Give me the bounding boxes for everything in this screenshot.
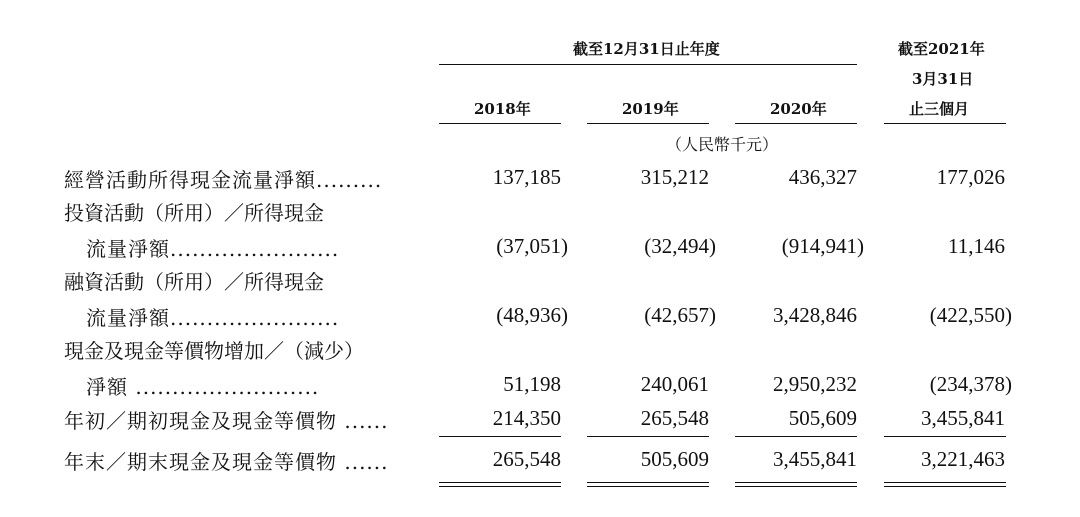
row-financing-2019: (42,657): [644, 303, 716, 327]
row-financing-2018: (48,936): [496, 303, 568, 327]
period-group-header: 截至12月31日止年度: [573, 40, 720, 58]
col2-subtotal-rule: [587, 436, 709, 437]
col3-total-rule-bottom: [735, 486, 857, 487]
last-col-header-line2: 3月31日: [912, 70, 974, 88]
col4-total-rule-top: [884, 482, 1006, 483]
unit-label: （人民幣千元）: [666, 135, 779, 154]
row-opening-balance-2019: 265,548: [640, 406, 709, 430]
row-closing-balance-2018: 265,548: [492, 447, 561, 471]
col3-header-rule: [735, 123, 857, 124]
row-investing-label: 投資活動（所用）／所得現金: [64, 201, 324, 225]
row-financing-label-cont: 流量淨額.......................: [86, 306, 340, 330]
col1-subtotal-rule: [439, 436, 561, 437]
row-operating-2021q1: 177,026: [936, 165, 1005, 189]
row-closing-balance-2019: 505,609: [640, 447, 709, 471]
row-closing-balance-2020: 3,455,841: [773, 447, 857, 471]
row-opening-balance-label: 年初／期初現金及現金等價物 ......: [64, 409, 389, 433]
col2-header-rule: [587, 123, 709, 124]
year-header-2019: 2019年: [622, 100, 679, 118]
col2-total-rule-bottom: [587, 486, 709, 487]
row-investing-2019: (32,494): [644, 234, 716, 258]
last-col-header-line1: 截至2021年: [898, 40, 985, 58]
row-closing-balance-2021q1: 3,221,463: [921, 447, 1005, 471]
col1-total-rule-bottom: [439, 486, 561, 487]
group-header-rule: [439, 64, 857, 65]
last-col-header-line3: 止三個月: [909, 100, 970, 118]
row-net-change-2018: 51,198: [503, 372, 561, 396]
row-net-change-2019: 240,061: [640, 372, 709, 396]
row-opening-balance-2021q1: 3,455,841: [921, 406, 1005, 430]
row-closing-balance-label: 年末／期末現金及現金等價物 ......: [64, 450, 389, 474]
row-financing-label: 融資活動（所用）／所得現金: [64, 270, 324, 294]
col4-header-rule: [884, 123, 1006, 124]
col2-total-rule-top: [587, 482, 709, 483]
row-net-change-label: 現金及現金等價物增加／（減少）: [64, 339, 364, 363]
row-opening-balance-2018: 214,350: [492, 406, 561, 430]
row-investing-label-cont: 流量淨額.......................: [86, 237, 340, 261]
row-investing-2018: (37,051): [496, 234, 568, 258]
row-operating-2018: 137,185: [492, 165, 561, 189]
row-net-change-2020: 2,950,232: [773, 372, 857, 396]
year-header-2020: 2020年: [770, 100, 827, 118]
col4-total-rule-bottom: [884, 486, 1006, 487]
col4-subtotal-rule: [884, 436, 1006, 437]
row-operating-2020: 436,327: [788, 165, 857, 189]
col1-total-rule-top: [439, 482, 561, 483]
col1-header-rule: [439, 123, 561, 124]
row-operating-2019: 315,212: [640, 165, 709, 189]
row-investing-2021q1: 11,146: [948, 234, 1005, 258]
row-investing-2020: (914,941): [781, 234, 864, 258]
row-opening-balance-2020: 505,609: [788, 406, 857, 430]
row-operating-label: 經營活動所得現金流量淨額.........: [64, 168, 383, 192]
col3-total-rule-top: [735, 482, 857, 483]
row-net-change-label-cont: 淨額 .........................: [86, 375, 320, 399]
row-financing-2021q1: (422,550): [929, 303, 1012, 327]
year-header-2018: 2018年: [474, 100, 531, 118]
row-net-change-2021q1: (234,378): [929, 372, 1012, 396]
col3-subtotal-rule: [735, 436, 857, 437]
row-financing-2020: 3,428,846: [773, 303, 857, 327]
